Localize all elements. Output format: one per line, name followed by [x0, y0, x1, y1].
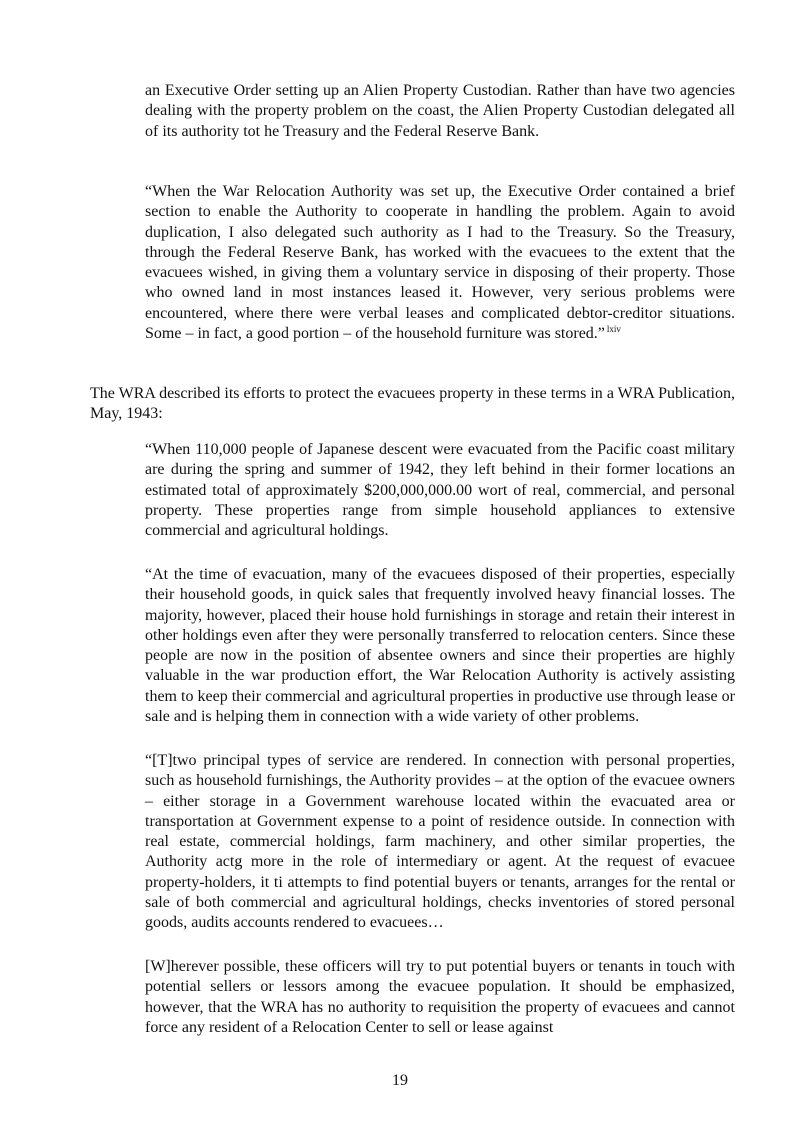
paragraph-7-quote	[145, 957, 735, 1038]
paragraph-2-text: “When the War Relocation Authority was set up, the Executive Order contained a brief section to enable the Authority to cooperate in handling the problem. Again to avoid duplication, I also delegated such authority as I had to the Treasury. So the Treasury, through the Federal Reserve Bank, has worked with the evacuees to the extent that the evacuees wished, in giving them a voluntary service in disposing of their property. Those who owned land in most instances leased it. However, very serious problems were encountered, where there were verbal leases and complicated debtor-creditor situations. Some – in fact, a good portion – of the household furniture was stored.”	[145, 183, 735, 343]
paragraph-6-quote	[145, 751, 735, 934]
paragraph-3-text: The WRA described its efforts to protect the evacuees property in these terms in a WRA Publication, May, 1943:	[90, 385, 735, 423]
page-number: 19	[392, 1072, 408, 1089]
paragraph-5-text: “At the time of evacuation, many of the evacuees disposed of their properties, especially their household goods, in quick sales that frequently involved heavy financial losses. The majority, however, placed their house hold furnishings in storage and retain their interest in other holdings even after they were personally transferred to relocation centers. Since these people are now in the position of absentee owners and since their properties are highly valuable in the war production effort, the War Relocation Authority is actively assisting them to keep their commercial and agricultural properties in productive use through lease or sale and is helping them in connection with a wide variety of other problems.	[145, 566, 735, 726]
paragraph-1	[145, 81, 735, 142]
paragraph-2-quote	[145, 182, 735, 344]
paragraph-7-text: [W]herever possible, these officers will try to put potential buyers or tenants in touch with potential sellers or lessors among the evacuee population. It should be emphasized, however, that the WRA has no authority to requisition the property of evacuees and cannot force any resident of a Relocation Center to sell or lease against	[145, 958, 735, 1036]
paragraph-3-body	[90, 384, 735, 425]
paragraph-5-quote	[145, 565, 735, 727]
paragraph-4-quote	[145, 440, 735, 541]
paragraph-4-text: “When 110,000 people of Japanese descent were evacuated from the Pacific coast military are during the spring and summer of 1942, they left behind in their former locations an estimated total of approximately $200,000,000.00 wort of real, commercial, and personal property. These properties range from simple household appliances to extensive commercial and agricultural holdings.	[145, 441, 735, 540]
paragraph-1-text: an Executive Order setting up an Alien Property Custodian. Rather than have two agencies dealing with the property problem on the coast, the Alien Property Custodian delegated all of its authority tot he Treasury and the Federal Reserve Bank.	[145, 82, 735, 140]
footnote-marker: lxiv	[606, 324, 621, 335]
paragraph-6-text: “[T]two principal types of service are rendered. In connection with personal properties, such as household furnishings, the Authority provides – at the option of the evacuee owners – either storage in a Government warehouse located within the evacuated area or transportation at Government expense to a point of residence outside. In connection with real estate, commercial holdings, farm machinery, and other similar properties, the Authority actg more in the role of intermediary or agent. At the request of evacuee property-holders, it ti attempts to find potential buyers or tenants, arranges for the rental or sale of both commercial and agricultural holdings, checks inventories of stored personal goods, audits accounts rendered to evacuees…	[145, 752, 735, 932]
